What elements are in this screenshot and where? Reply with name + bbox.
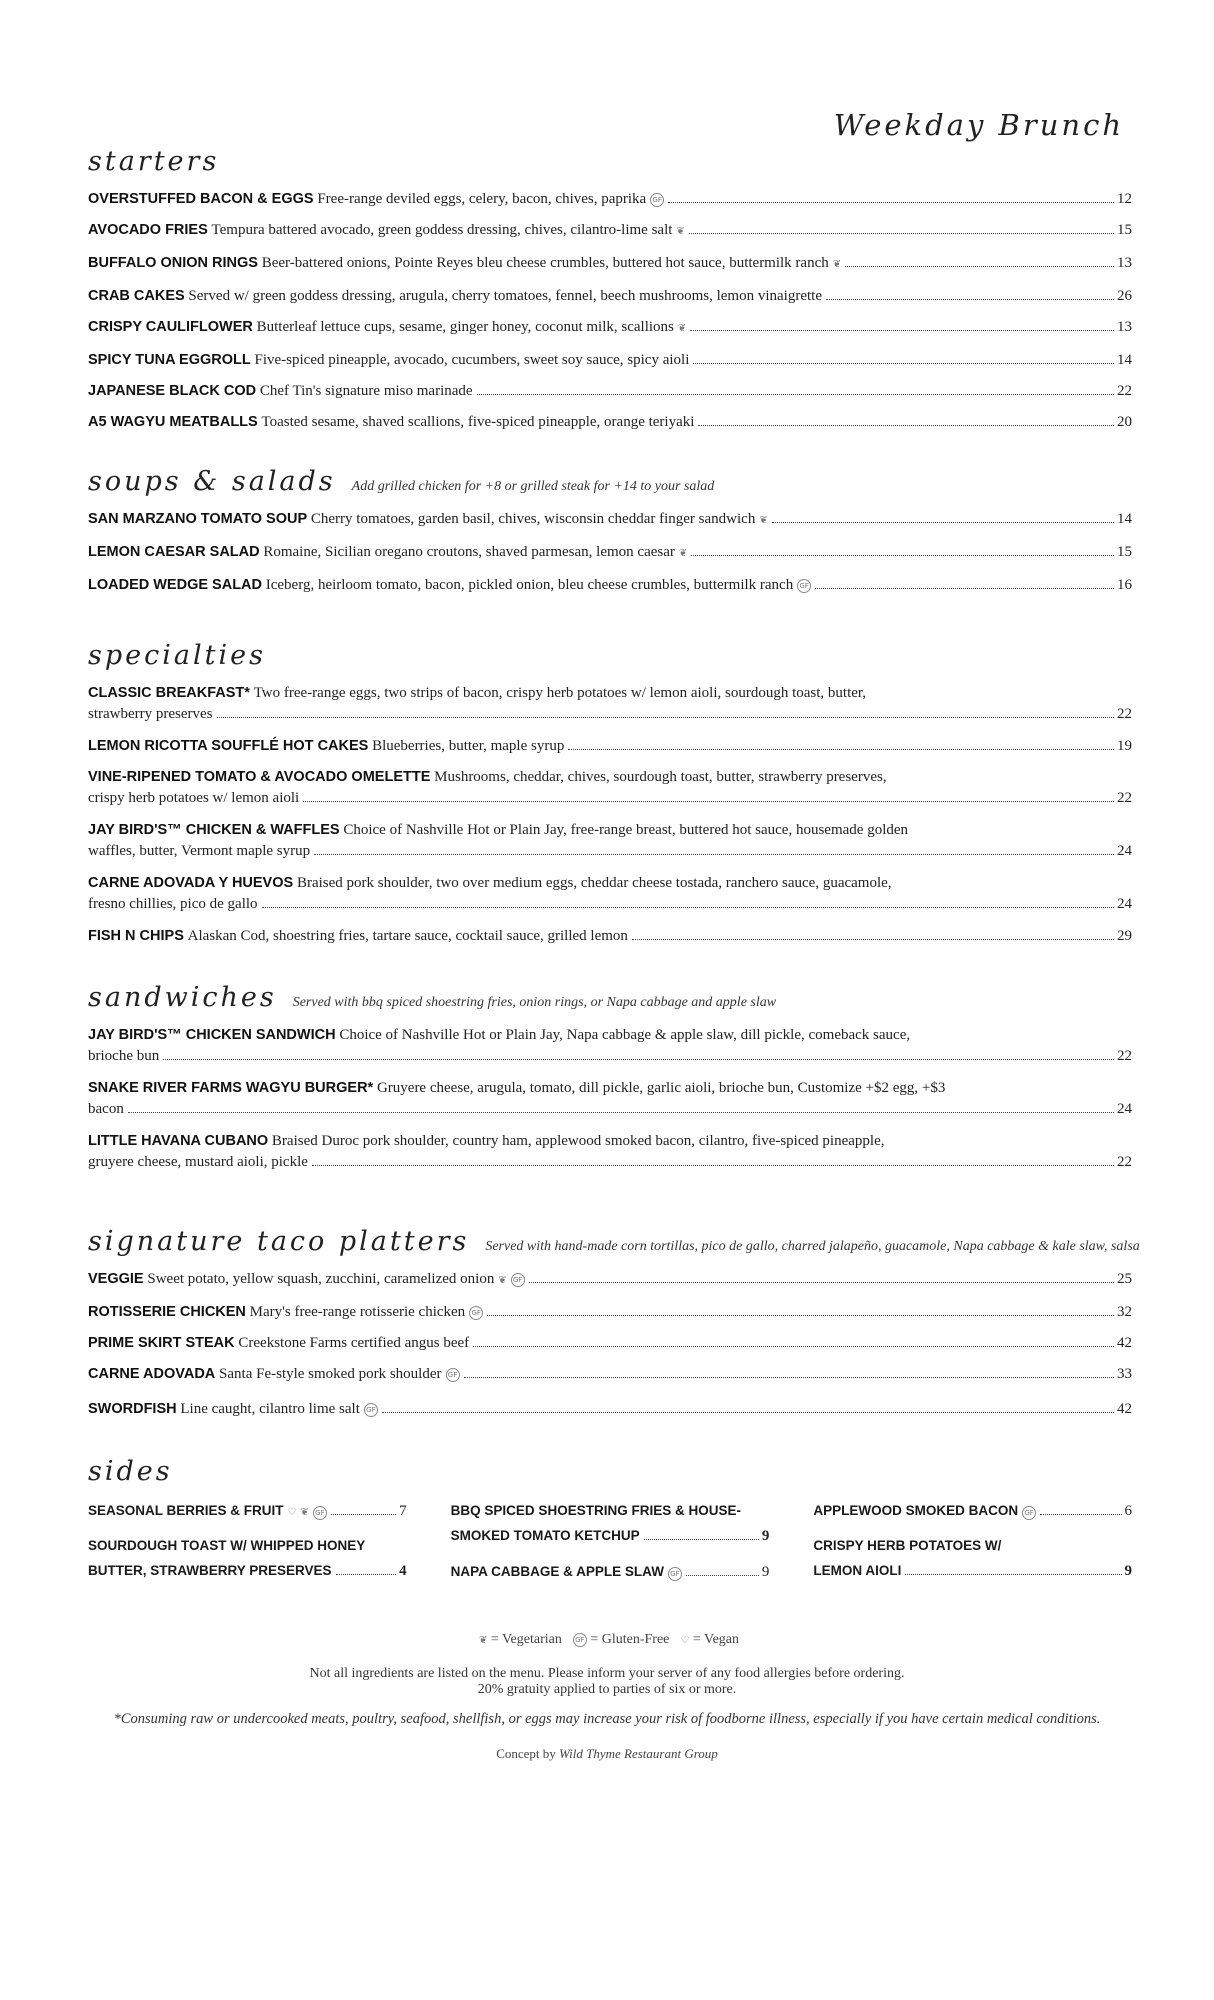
menu-item [88,1333,1132,1353]
item-description: Romaine, Sicilian oregano croutons, shaved parmesan, lemon caesar [263,544,675,560]
side-item [813,1498,1132,1523]
item-price: 22 [1117,1154,1132,1170]
section-soups-salads [88,466,1132,606]
side-price: 4 [399,1563,407,1579]
item-price: 20 [1117,414,1132,430]
menu-item [88,1131,1132,1173]
legend-vegetarian: = Vegetarian [490,1632,562,1647]
item-description: Santa Fe-style smoked pork shoulder [219,1366,442,1382]
item-name: JAY BIRD'S™ CHICKEN SANDWICH [88,1027,336,1043]
menu-item [88,381,1132,401]
side-item [88,1498,407,1523]
gluten-free-icon: GF [1022,1506,1036,1520]
section-header [88,1226,1140,1257]
item-description: Sweet potato, yellow squash, zucchini, caramelized onion [147,1271,495,1287]
item-description: Line caught, cilantro lime salt [180,1401,360,1417]
item-description: Mary's free-range rotisserie chicken [249,1304,466,1320]
leader-dots [698,425,1114,426]
item-description: Two free-range eggs, two strips of bacon, crispy herb potatoes w/ lemon aioli, sourdough toast, butter, [253,685,867,701]
leader-dots [1040,1514,1121,1515]
side-name: SEASONAL BERRIES & FRUIT [88,1503,284,1518]
item-price: 22 [1117,706,1132,722]
item-description-cont: brioche bun [88,1048,160,1064]
gluten-free-icon: GF [446,1368,460,1382]
item-name: AVOCADO FRIES [88,222,208,238]
item-price: 42 [1117,1335,1132,1351]
leader-dots [691,555,1114,556]
item-name: FISH N CHIPS [88,928,184,944]
gratuity-line: 20% gratuity applied to parties of six or more. [477,1682,737,1697]
section-header [88,146,1132,177]
side-item [88,1533,407,1584]
menu-item [88,575,1132,595]
item-price: 22 [1117,383,1132,399]
legend-vegan: = Vegan [692,1632,740,1647]
item-name: CRISPY CAULIFLOWER [88,319,253,335]
section-header [88,466,1132,497]
side-price: 9 [761,1528,770,1544]
item-name: CARNE ADOVADA [88,1366,216,1382]
gluten-free-icon: GF [469,1306,483,1320]
item-price: 19 [1117,738,1132,754]
menu-title: Weekday Brunch [833,108,1124,142]
item-name: BUFFALO ONION RINGS [88,255,258,271]
leader-dots [568,749,1114,750]
item-description-cont: strawberry preserves [88,706,213,722]
item-name: LOADED WEDGE SALAD [88,577,262,593]
item-name: A5 WAGYU MEATBALLS [88,414,258,430]
item-description: Butterleaf lettuce cups, sesame, ginger honey, coconut milk, scallions [256,319,674,335]
item-price: 15 [1117,222,1132,238]
item-name: LEMON CAESAR SALAD [88,544,260,560]
item-name: SWORDFISH [88,1401,177,1417]
menu-item [88,820,1132,862]
sides-grid [88,1498,1132,1594]
side-item [451,1498,770,1549]
menu-item [88,1364,1132,1384]
item-name: CLASSIC BREAKFAST* [88,685,250,701]
leader-dots [314,854,1114,855]
item-name: OVERSTUFFED BACON & EGGS [88,191,314,207]
item-price: 29 [1117,928,1132,944]
gluten-free-icon: GF [797,579,811,593]
item-description: Cherry tomatoes, garden basil, chives, wisconsin cheddar finger sandwich [310,511,756,527]
menu-item [88,873,1132,915]
gluten-free-icon: GF [511,1273,525,1287]
side-name: NAPA CABBAGE & APPLE SLAW [450,1564,664,1579]
menu-item [88,1399,1132,1419]
vegan-heart-icon: ♡ [680,1635,690,1646]
gluten-free-icon: GF [313,1506,327,1520]
section-header [88,982,1132,1013]
item-name: LEMON RICOTTA SOUFFLÉ HOT CAKES [88,738,369,754]
item-price: 32 [1117,1304,1132,1320]
section-title: sides [88,1456,173,1487]
item-price: 22 [1117,790,1132,806]
leader-dots [477,394,1114,395]
section-taco-platters [88,1226,1140,1430]
item-name: PRIME SKIRT STEAK [88,1335,235,1351]
vegetarian-leaf-icon: ❦ [832,259,842,270]
side-price: 6 [1124,1503,1133,1519]
menu-item [88,736,1132,756]
item-price: 42 [1117,1401,1132,1417]
item-name: VEGGIE [88,1271,144,1287]
item-description-cont: waffles, butter, Vermont maple syrup [88,843,311,859]
dietary-legend [0,1632,1214,1648]
menu-item [88,412,1132,432]
section-header [88,640,1132,671]
item-description: Tempura battered avocado, green goddess dressing, chives, cilantro-lime salt [211,222,673,238]
menu-item [88,189,1132,209]
item-description: Free-range deviled eggs, celery, bacon, chives, paprika [317,191,647,207]
item-description: Choice of Nashville Hot or Plain Jay, Napa cabbage & apple slaw, dill pickle, comeback sauce, [339,1027,911,1043]
item-description: Braised Duroc pork shoulder, country ham, applewood smoked bacon, cilantro, five-spiced pineapple, [271,1133,885,1149]
leader-dots [336,1574,397,1575]
sides-column [451,1498,770,1594]
leader-dots [262,907,1114,908]
section-sides [88,1456,1132,1499]
item-description: Beer-battered onions, Pointe Reyes bleu cheese crumbles, buttered hot sauce, buttermilk ranch [261,255,829,271]
leader-dots [464,1377,1115,1378]
item-name: JAY BIRD'S™ CHICKEN & WAFFLES [88,822,340,838]
section-specialties [88,640,1132,957]
section-sandwiches [88,982,1132,1184]
leader-dots [331,1514,396,1515]
leader-dots [312,1165,1114,1166]
item-description: Braised pork shoulder, two over medium eggs, cheddar cheese tostada, ranchero sauce, guacamole, [296,875,892,891]
leader-dots [826,299,1114,300]
section-starters [88,146,1132,443]
raw-food-disclaimer: *Consuming raw or undercooked meats, poultry, seafood, shellfish, or eggs may increase your risk of foodborne illness, especially if you have certain medical conditions. [113,1711,1101,1727]
vegetarian-leaf-icon: ❦ [478,1635,488,1646]
legend-gluten-free: = Gluten-Free [590,1632,670,1647]
item-price: 24 [1117,896,1132,912]
vegetarian-leaf-icon: ❦ [759,515,768,526]
concept-name: Wild Thyme Restaurant Group [559,1746,718,1761]
item-description: Five-spiced pineapple, avocado, cucumbers, sweet soy sauce, spicy aioli [254,352,690,368]
leader-dots [693,363,1114,364]
item-price: 25 [1117,1271,1132,1287]
gluten-free-icon: GF [573,1633,587,1647]
section-title: signature taco platters [88,1226,470,1257]
side-item [813,1533,1132,1584]
leader-dots [905,1574,1121,1575]
item-name: SNAKE RIVER FARMS WAGYU BURGER* [88,1080,374,1096]
side-item [451,1559,770,1584]
gluten-free-icon: GF [364,1403,378,1417]
menu-item [88,220,1132,242]
section-title: specialties [88,640,266,671]
item-description-cont: crispy herb potatoes w/ lemon aioli [88,790,300,806]
item-name: CRAB CAKES [88,288,185,304]
item-price: 13 [1117,319,1132,335]
menu-item [88,1269,1132,1291]
leader-dots [529,1282,1114,1283]
item-price: 22 [1117,1048,1132,1064]
item-name: CARNE ADOVADA Y HUEVOS [88,875,294,891]
item-price: 16 [1117,577,1132,593]
section-note: Add grilled chicken for +8 or grilled steak for +14 to your salad [351,479,715,494]
leader-dots [163,1059,1114,1060]
menu-item [88,926,1132,946]
vegetarian-leaf-icon: ❦ [300,1507,309,1518]
item-price: 13 [1117,255,1132,271]
vegetarian-leaf-icon: ❦ [498,1275,507,1286]
item-description: Chef Tin's signature miso marinade [259,383,473,399]
section-title: sandwiches [88,982,277,1013]
leader-dots [644,1539,759,1540]
item-description: Blueberries, butter, maple syrup [372,738,565,754]
item-description: Toasted sesame, shaved scallions, five-spiced pineapple, orange teriyaki [261,414,695,430]
item-name: SPICY TUNA EGGROLL [88,352,251,368]
notice-line: Not all ingredients are listed on the menu. Please inform your server of any food allergies before ordering. [309,1666,905,1681]
gluten-free-icon: GF [650,193,664,207]
item-price: 14 [1117,511,1132,527]
menu-item [88,350,1132,370]
item-description: Iceberg, heirloom tomato, bacon, pickled onion, bleu cheese crumbles, buttermilk ranch [265,577,794,593]
leader-dots [845,266,1114,267]
menu-item [88,1078,1132,1120]
item-price: 12 [1117,191,1132,207]
menu-item [88,509,1132,531]
leader-dots [689,233,1114,234]
leader-dots [217,717,1114,718]
side-name-cont: BUTTER, STRAWBERRY PRESERVES [88,1563,332,1578]
leader-dots [686,1575,759,1576]
vegetarian-leaf-icon: ❦ [677,323,687,334]
section-note: Served with bbq spiced shoestring fries, onion rings, or Napa cabbage and apple slaw [292,995,777,1010]
section-title: soups & salads [88,466,336,497]
leader-dots [690,330,1114,331]
item-price: 15 [1117,544,1132,560]
leader-dots [303,801,1114,802]
leader-dots [487,1315,1114,1316]
menu-item [88,767,1132,809]
menu-item [88,542,1132,564]
leader-dots [128,1112,1114,1113]
side-name-cont: SMOKED TOMATO KETCHUP [450,1528,640,1543]
side-price: 9 [761,1564,770,1580]
item-description-cont: gruyere cheese, mustard aioli, pickle [88,1154,308,1170]
item-name: SAN MARZANO TOMATO SOUP [88,511,308,527]
leader-dots [382,1412,1114,1413]
item-name: JAPANESE BLACK COD [88,383,257,399]
section-title: starters [88,146,220,177]
item-description: Creekstone Farms certified angus beef [238,1335,470,1351]
section-header [88,1456,1132,1487]
menu-item [88,317,1132,339]
item-price: 26 [1117,288,1132,304]
item-name: VINE-RIPENED TOMATO & AVOCADO OMELETTE [88,769,431,785]
gluten-free-icon: GF [668,1567,682,1581]
concept-prefix: Concept by [496,1746,556,1761]
item-price: 24 [1117,843,1132,859]
concept-credit [0,1746,1214,1762]
vegetarian-leaf-icon: ❦ [676,226,685,237]
item-description: Alaskan Cod, shoestring fries, tartare sauce, cocktail sauce, grilled lemon [187,928,628,944]
leader-dots [815,588,1114,589]
menu-item [88,1025,1132,1067]
side-name: BBQ SPICED SHOESTRING FRIES & HOUSE- [450,1503,741,1518]
menu-item [88,253,1132,275]
item-price: 33 [1117,1366,1132,1382]
item-description: Served w/ green goddess dressing, arugula, cherry tomatoes, fennel, beech mushrooms, lemon vinaigrette [188,288,822,304]
leader-dots [632,939,1114,940]
side-name: SOURDOUGH TOAST W/ WHIPPED HONEY [88,1538,366,1553]
sides-column [88,1498,407,1594]
menu-item [88,683,1132,725]
item-name: ROTISSERIE CHICKEN [88,1304,246,1320]
item-description-cont: fresno chillies, pico de gallo [88,896,258,912]
side-price: 7 [399,1503,407,1519]
item-name: LITTLE HAVANA CUBANO [88,1133,269,1149]
leader-dots [473,1346,1114,1347]
item-price: 24 [1117,1101,1132,1117]
item-price: 14 [1117,352,1132,368]
item-description-cont: bacon [88,1101,124,1117]
section-note: Served with hand-made corn tortillas, pico de gallo, charred jalapeño, guacamole, Napa cabbage & kale slaw, salsa [485,1239,1140,1254]
item-description: Gruyere cheese, arugula, tomato, dill pickle, garlic aioli, brioche bun, Customize +$2 egg, +$3 [376,1080,946,1096]
menu-item [88,286,1132,306]
sides-column [813,1498,1132,1594]
side-name: APPLEWOOD SMOKED BACON [813,1503,1019,1518]
side-name-cont: LEMON AIOLI [813,1563,902,1578]
vegetarian-leaf-icon: ❦ [678,548,688,559]
side-name: CRISPY HERB POTATOES W/ [813,1538,1002,1553]
side-price: 9 [1124,1563,1133,1579]
menu-item [88,1302,1132,1322]
vegan-heart-icon: ♡ [287,1507,297,1518]
allergy-notice [0,1666,1214,1698]
leader-dots [772,522,1114,523]
leader-dots [668,202,1114,203]
item-description: Mushrooms, cheddar, chives, sourdough toast, butter, strawberry preserves, [434,769,887,785]
item-description: Choice of Nashville Hot or Plain Jay, free-range breast, buttered hot sauce, housemade golden [343,822,909,838]
